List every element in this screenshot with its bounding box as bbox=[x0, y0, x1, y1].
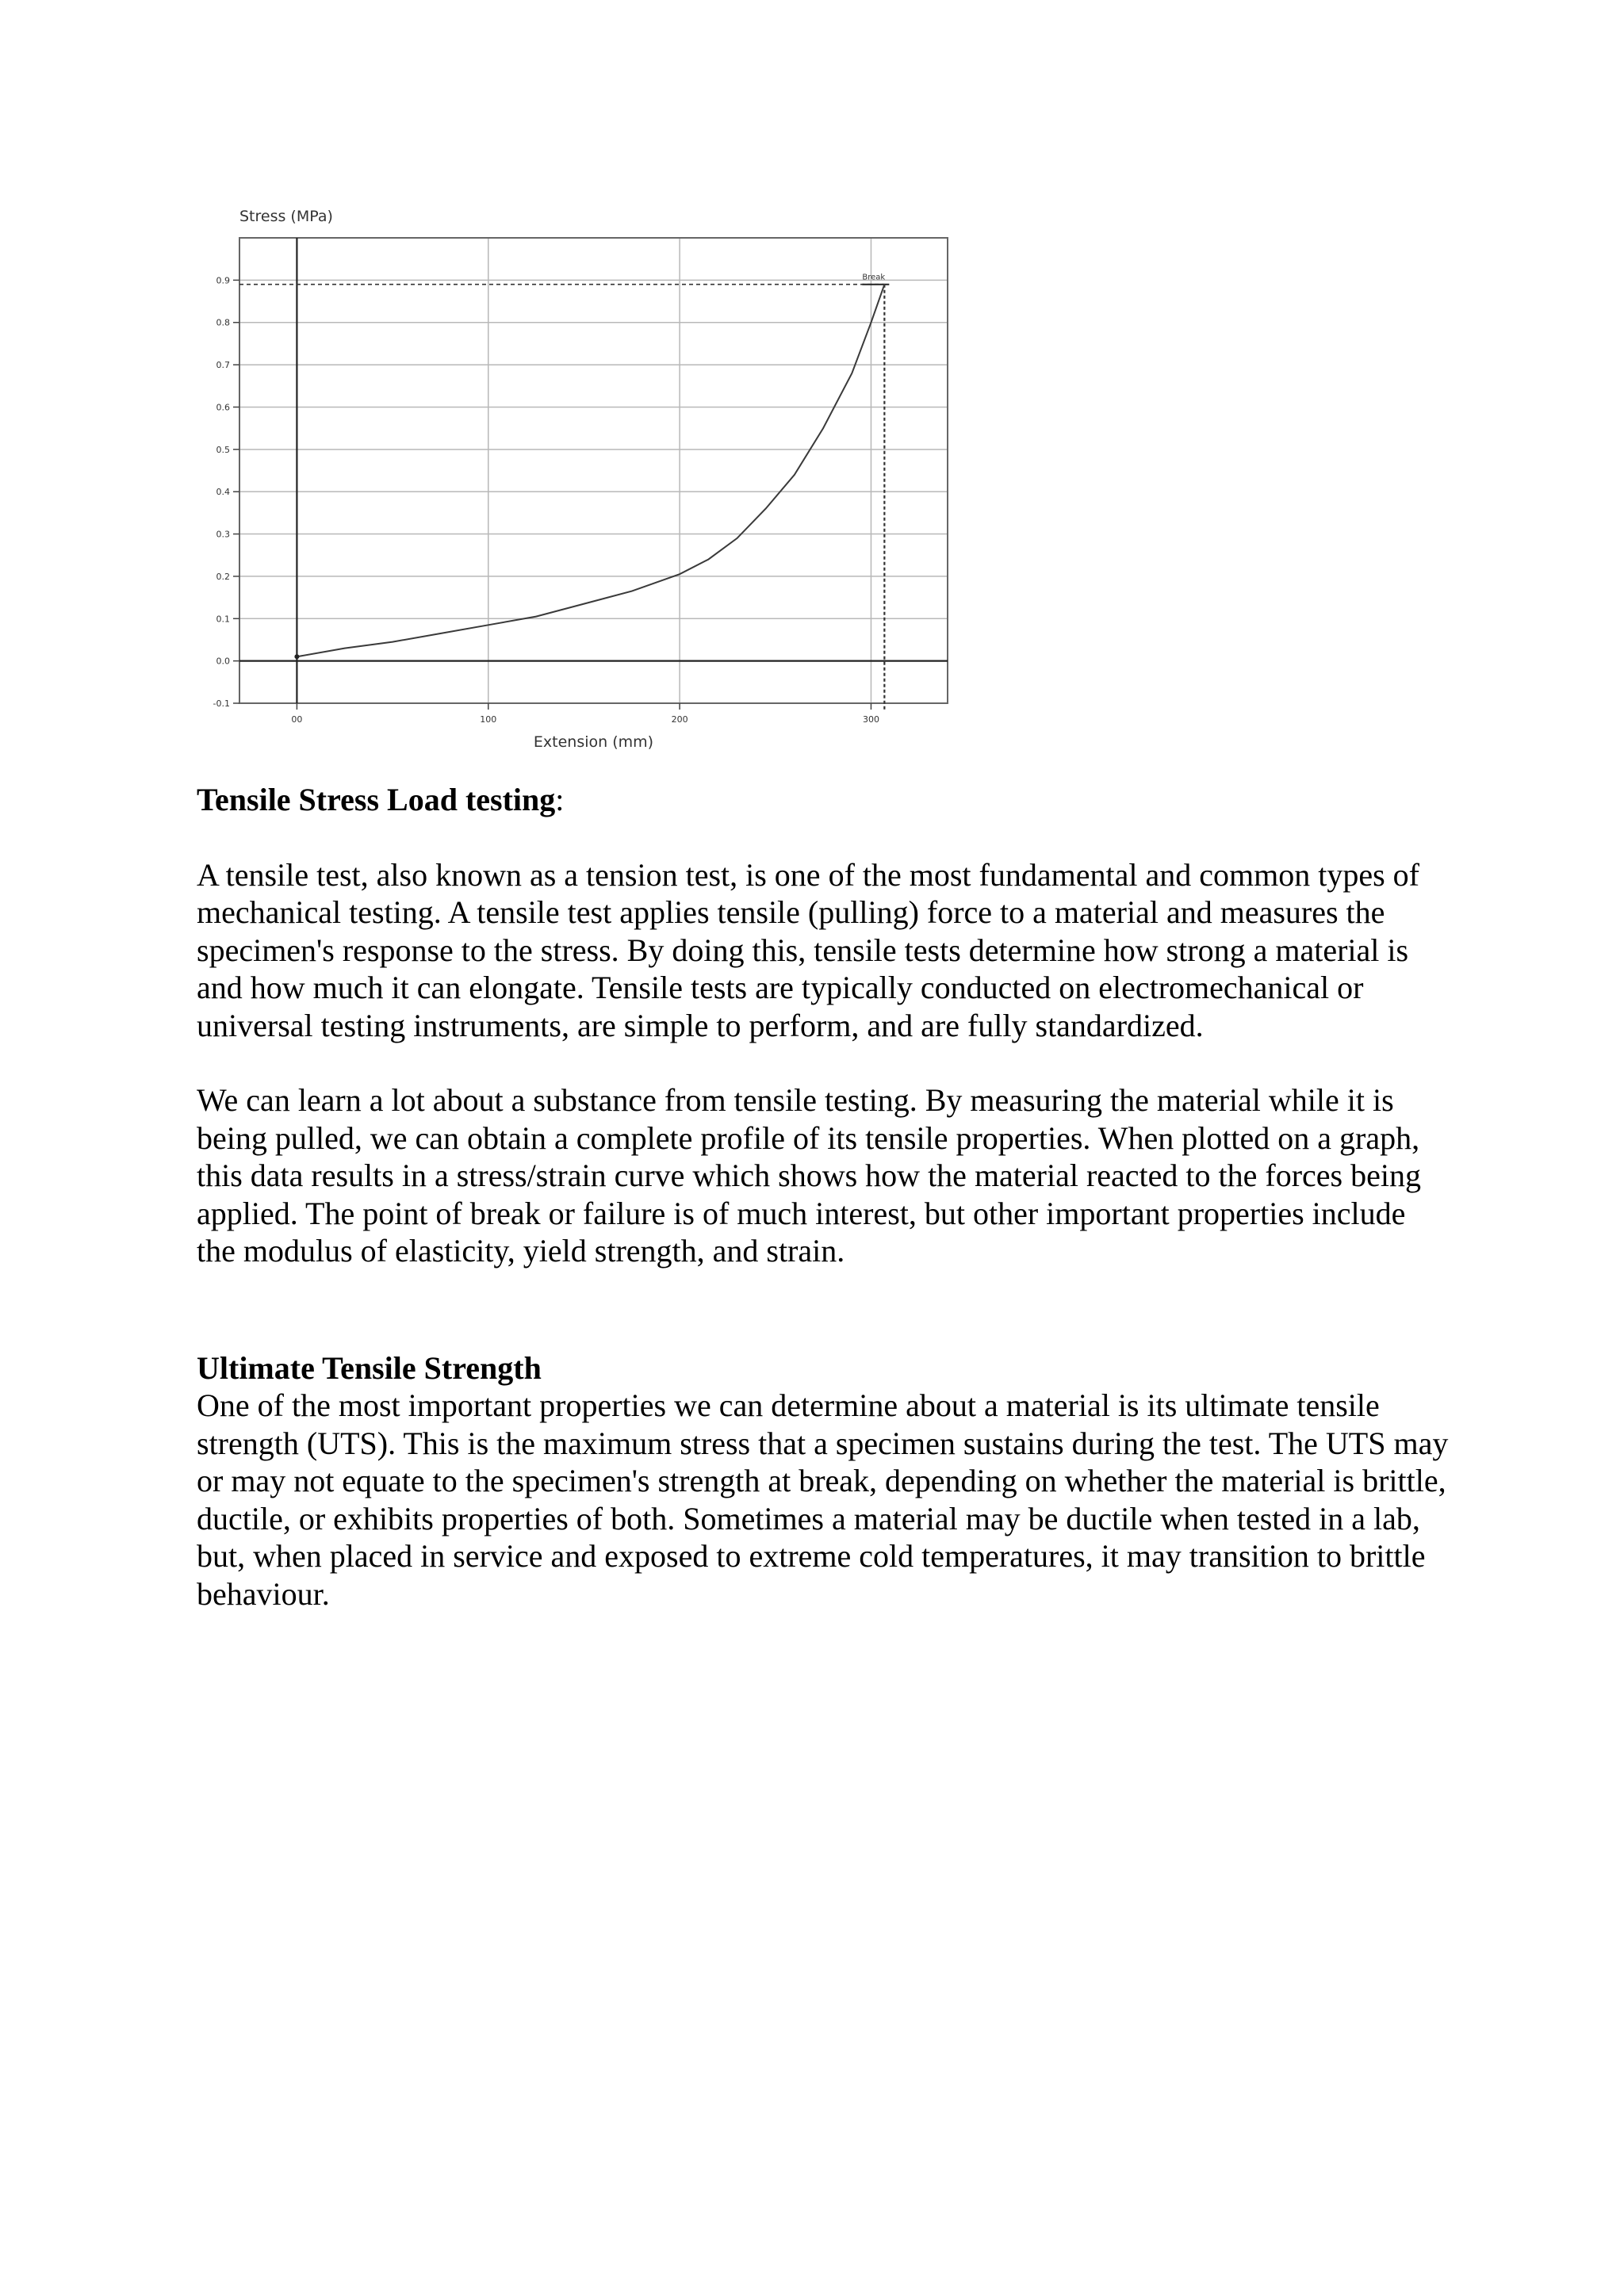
y-tick-label: -0.1 bbox=[213, 698, 230, 709]
y-tick-label: 0.3 bbox=[216, 529, 230, 540]
document-body bbox=[197, 781, 1450, 1613]
stress-curve-line bbox=[297, 285, 884, 657]
y-tick-label: 0.8 bbox=[216, 317, 230, 328]
x-axis-title: Extension (mm) bbox=[533, 733, 654, 751]
stress-data-point bbox=[822, 427, 824, 429]
stress-data-point bbox=[794, 474, 795, 476]
paragraph-uts: One of the most important properties we can determine about a material is its ultimate tensile strength (UTS). This is the maximum stress that a specimen sustains during the test. The UTS may or may not equate to the specimen's strength at break, depending on whether the material is brittle, ductile, or exhibits properties of both. Sometimes a material may be ductile when tested in a lab, but, when placed in service and exposed to extreme cold temperatures, it may transition to brittle behaviour. bbox=[197, 1387, 1449, 1612]
x-tick-label: 300 bbox=[862, 714, 879, 725]
paragraph-tensile-test-intro: A tensile test, also known as a tension test, is one of the most fundamental and common types of mechanical testing. A tensile test applies tensile (pulling) force to a material and measures the specimen's response to the stress. By doing this, tensile tests determine how strong a material is and how much it can elongate. Tensile tests are typically conducted on electromechanical or universal testing instruments, are simple to perform, and are fully standardized. bbox=[197, 856, 1419, 1043]
stress-data-point bbox=[584, 603, 585, 605]
stress-data-point bbox=[737, 538, 738, 539]
stress-data-point bbox=[871, 322, 872, 323]
y-tick-label: 0.6 bbox=[216, 402, 230, 413]
stress-data-point bbox=[440, 633, 442, 634]
paragraph-tensile-properties: We can learn a lot about a substance from tensile testing. By measuring the material while it is being pulled, we can obtain a complete profile of its tensile properties. When plotted on a graph, this data results in a stress/strain curve which shows how the material reacted to the forces being applied. The point of break or failure is of much interest, but other important properties include the modulus of elasticity, yield strength, and strain. bbox=[197, 1082, 1421, 1269]
heading-text: Tensile Stress Load testing bbox=[197, 782, 556, 817]
y-tick-label: 0.2 bbox=[216, 571, 230, 582]
stress-data-point bbox=[884, 284, 886, 285]
y-tick-label: 0.0 bbox=[216, 656, 230, 667]
stress-data-point bbox=[631, 591, 633, 592]
x-tick-label: 100 bbox=[480, 714, 497, 725]
stress-extension-chart bbox=[190, 198, 967, 753]
x-tick-label: 200 bbox=[671, 714, 688, 725]
stress-data-point bbox=[852, 373, 853, 374]
y-tick-label: 0.1 bbox=[216, 614, 230, 625]
y-tick-label: 0.5 bbox=[216, 444, 230, 455]
stress-data-point bbox=[679, 573, 680, 575]
plot-frame bbox=[239, 238, 948, 703]
stress-data-point bbox=[535, 616, 537, 618]
curve-start-point bbox=[294, 654, 299, 659]
break-label: Break bbox=[862, 273, 886, 282]
x-tick-label: 00 bbox=[291, 714, 303, 725]
stress-data-point bbox=[488, 624, 489, 626]
y-tick-label: 0.7 bbox=[216, 360, 230, 371]
section-heading-tensile-testing bbox=[197, 781, 1450, 819]
stress-data-point bbox=[344, 648, 346, 649]
y-tick-label: 0.4 bbox=[216, 487, 230, 498]
y-axis-title: Stress (MPa) bbox=[239, 208, 333, 225]
section-heading-uts: Ultimate Tensile Strength bbox=[197, 1349, 542, 1386]
y-tick-label: 0.9 bbox=[216, 275, 230, 286]
stress-data-point bbox=[765, 508, 767, 510]
stress-data-point bbox=[392, 641, 393, 643]
chart-svg bbox=[190, 198, 967, 753]
stress-data-point bbox=[708, 559, 710, 561]
heading-colon: : bbox=[555, 782, 565, 817]
